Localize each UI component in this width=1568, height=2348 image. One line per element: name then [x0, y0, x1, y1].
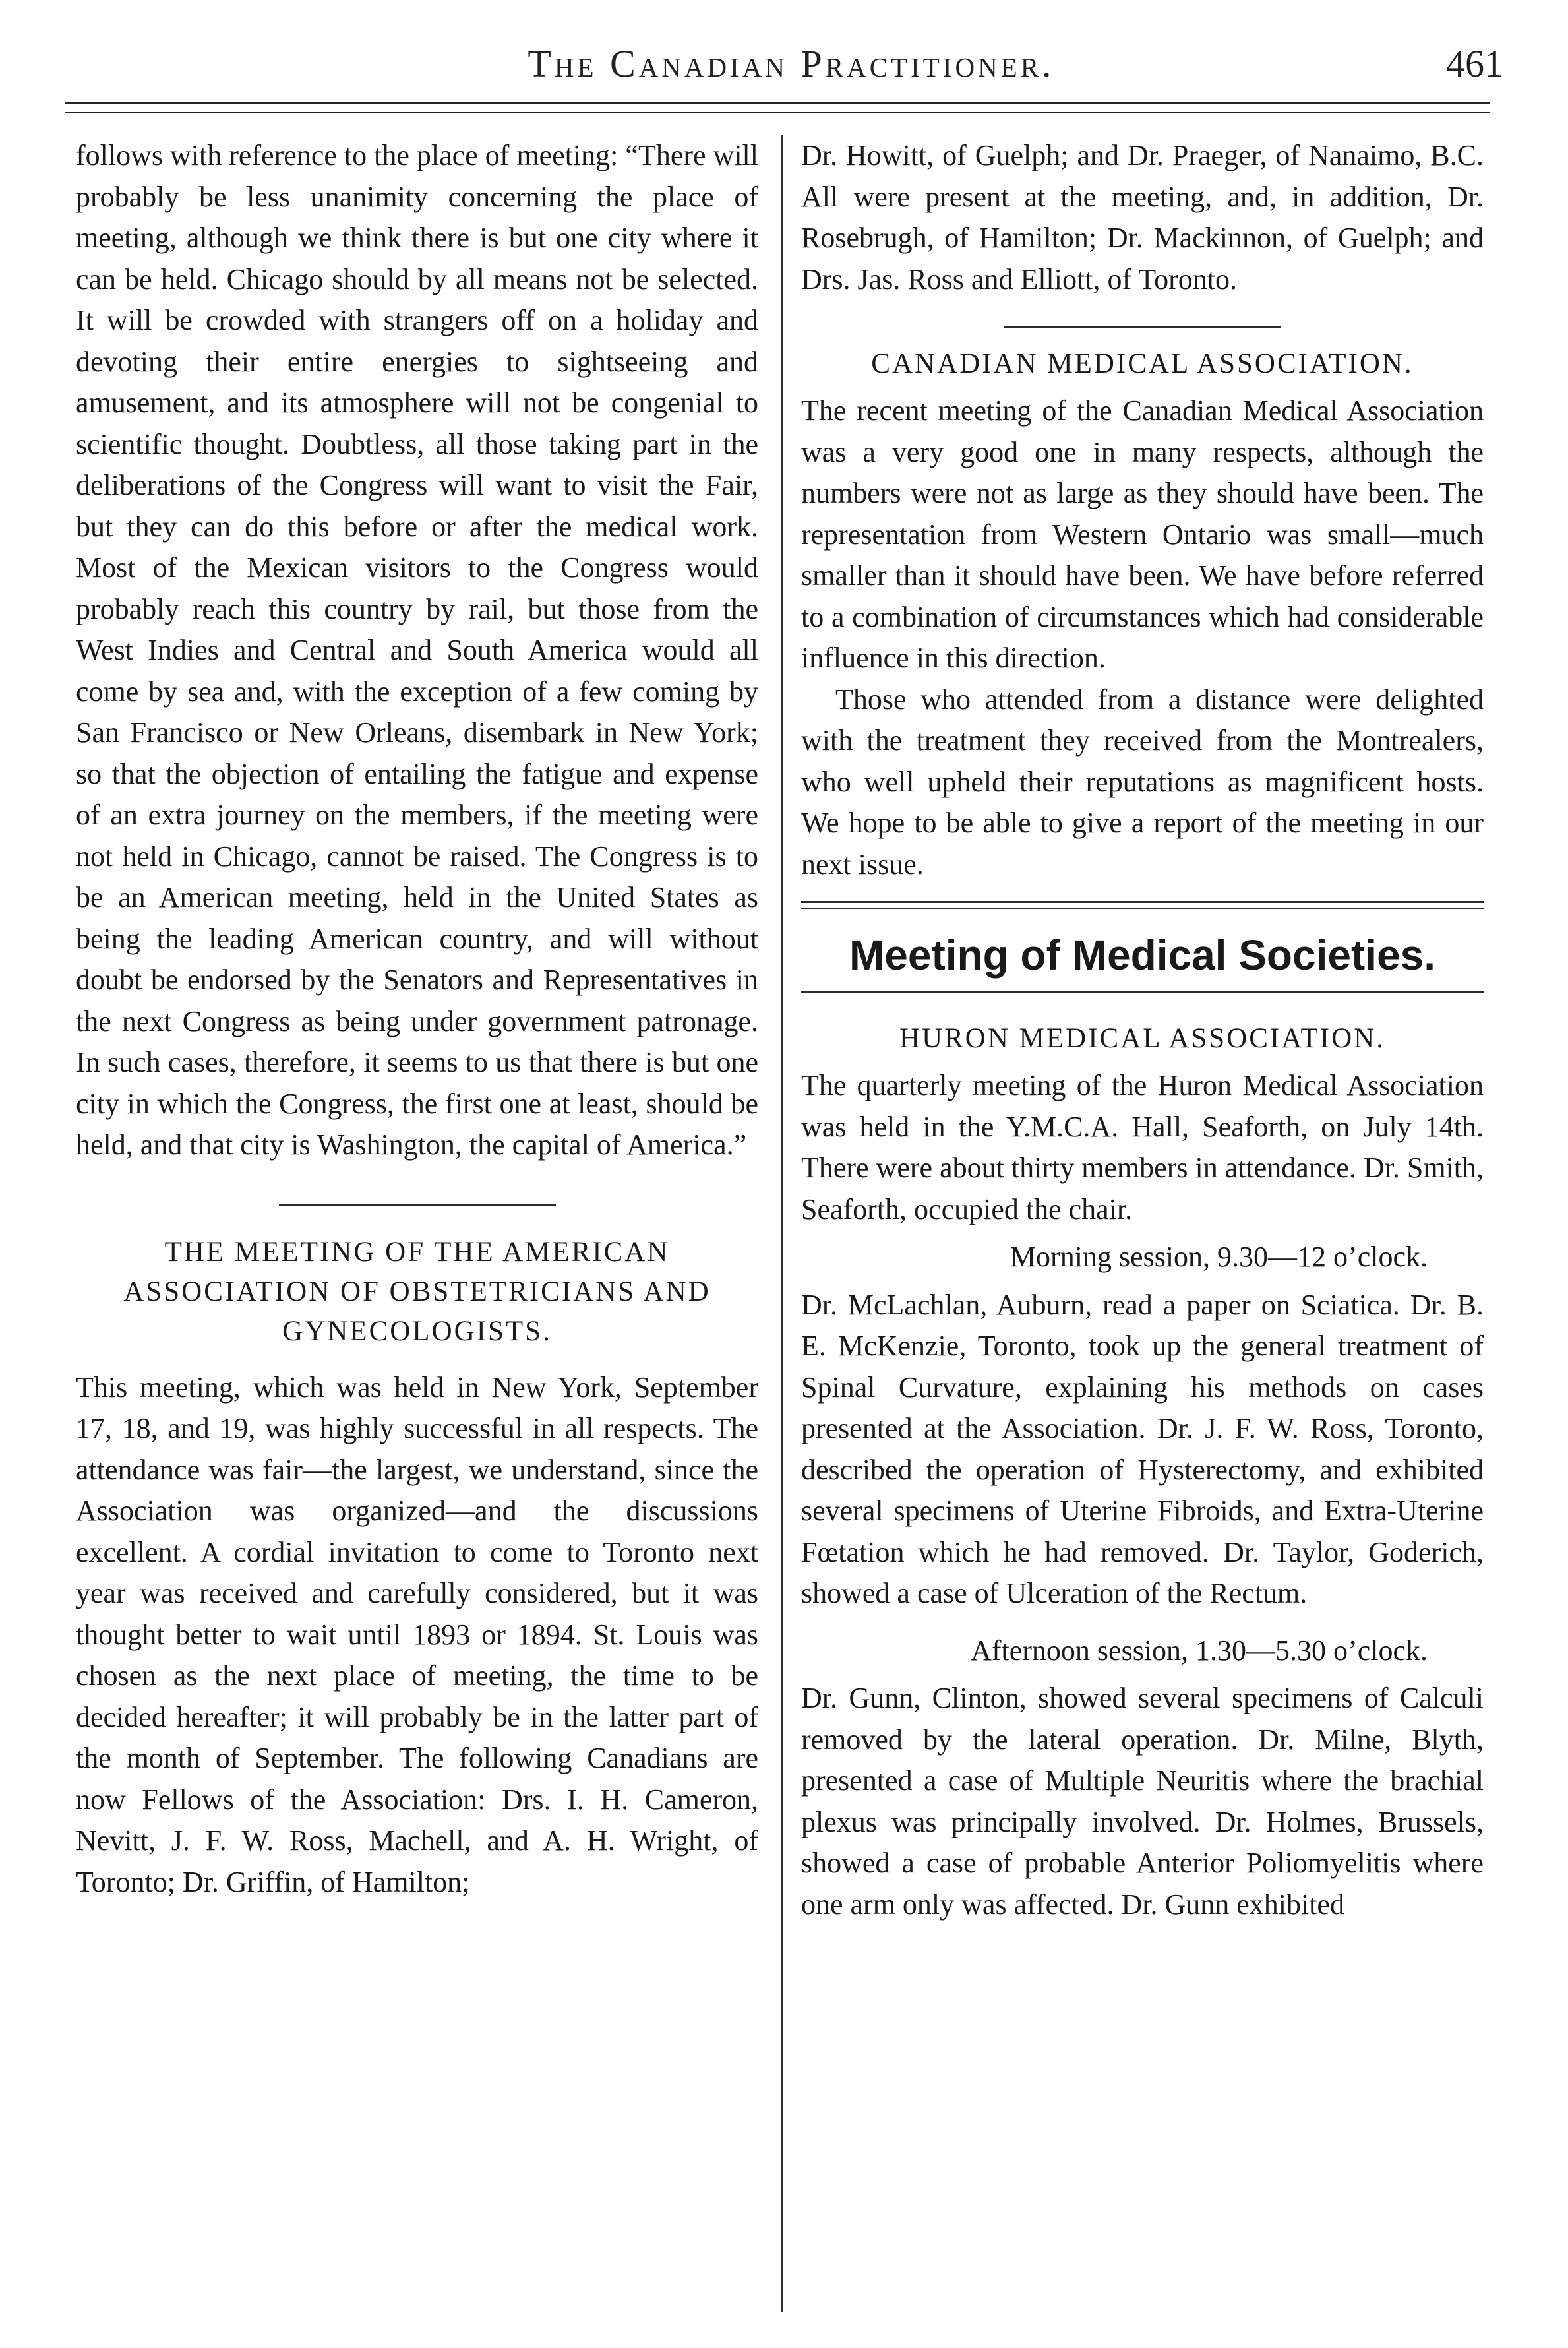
- congress-location-paragraph: follows with reference to the place of meeting: “There will probably be less unanimity concerning the place of meeting, although we think there is but one city where it can be held. Chicago should by all means not be selected. It will be crowded with strangers off on a holiday and devoting their entire energies to sightseeing and amusement, and its atmosphere will not be congenial to scientific thought. Doubtless, all those taking part in the deliberations of the Congress will want to visit the Fair, but they can do this before or after the medical work. Most of the Mexican visitors to the Congress would probably reach this country by rail, but those from the West Indies and Central and South America would all come by sea and, with the exception of a few coming by San Francisco or New Orleans, disembark in New York; so that the objection of entailing the fatigue and expense of an extra journey on the members, if the meeting were not held in Chicago, cannot be raised. The Congress is to be an American meeting, held in the United States as being the leading American country, and will without doubt be endorsed by the Senators and Representatives in the next Congress as being under government patronage. In such cases, therefore, it seems to us that there is but one city in which the Congress, the first one at least, should be held, and that city is Washington, the capital of America.”: [76, 139, 758, 1161]
- running-head: [79, 36, 1503, 96]
- morning-session-paragraph: Dr. McLachlan, Auburn, read a paper on Sciatica. Dr. B. E. McKenzie, Toronto, took up the general treatment of Spinal Curvature, explaining his methods on cases presented at the Association. Dr. J. F. W. Ross, Toronto, described the operation of Hysterectomy, and exhibited several specimens of Uterine Fibroids, and Extra-Uterine Fœtation which he had removed. Dr. Taylor, Goderich, showed a case of Ulceration of the Rectum.: [801, 1288, 1484, 1609]
- header-rule-top: [65, 102, 1490, 104]
- cma-paragraph-montreal-hosts: Those who attended from a distance were delighted with the treatment they received from the Montrealers, who well upheld their reputations as magnificent hosts. We hope to be able to give a report of the meeting in our next issue.: [801, 683, 1484, 880]
- right-column: [801, 135, 1484, 2332]
- afternoon-session-paragraph: Dr. Gunn, Clinton, showed several specimens of Calculi removed by the lateral operation. Dr. Milne, Blyth, presented a case of Multiple Neuritis where the brachial plexus was principally involved. Dr. Holmes, Brussels, showed a case of probable Anterior Poliomyelitis where one arm only was affected. Dr. Gunn exhibited: [801, 1682, 1484, 1921]
- huron-intro-paragraph: The quarterly meeting of the Huron Medical Association was held in the Y.M.C.A. Hall, Seaforth, on July 14th. There were about thirty members in attendance. Dr. Smith, Seaforth, occupied the chair.: [801, 1069, 1484, 1225]
- fellows-continuation-paragraph: Dr. Howitt, of Guelph; and Dr. Praeger, of Nanaimo, B.C. All were present at the meeting, and, in addition, Dr. Rosebrugh, of Hamilton; Dr. Mackinnon, of Guelph; and Drs. Jas. Ross and Elliott, of Toronto.: [801, 139, 1484, 295]
- huron-section-heading: HURON MEDICAL ASSOCIATION.: [899, 1023, 1385, 1054]
- obstetricians-meeting-paragraph: This meeting, which was held in New York, September 17, 18, and 19, was highly successful in all respects. The attendance was fair—the largest, we understand, since the Association was organized—and the discussions excellent. A cordial invitation to come to Toronto next year was received and carefully considered, but it was thought better to wait until 1893 or 1894. St. Louis was chosen as the next place of meeting, the time to be decided hereafter; it will probably be in the latter part of the month of September. The following Canadians are now Fellows of the Association: Drs. I. H. Cameron, Nevitt, J. F. W. Ross, Machell, and A. H. Wright, of Toronto; Dr. Griffin, of Hamilton;: [76, 1371, 758, 1898]
- column-divider: [781, 135, 783, 2312]
- cma-section-heading: CANADIAN MEDICAL ASSOCIATION.: [871, 348, 1414, 379]
- major-section-divider: [801, 901, 1484, 910]
- cma-paragraph-representation: The recent meeting of the Canadian Medical Association was a very good one in many respects, although the numbers were not as large as they should have been. The representation from Western Ontario was small—much smaller than it should have been. We have before referred to a combination of circumstances which had considerable influence in this direction.: [801, 394, 1484, 674]
- header-double-rule: [65, 102, 1490, 117]
- morning-session-label: Morning session, 9.30—12 o’clock.: [1010, 1241, 1428, 1273]
- journal-title: The Canadian Practitioner.: [528, 42, 1055, 85]
- left-column: [76, 135, 758, 2332]
- medical-societies-heading: Meeting of Medical Societies.: [849, 931, 1436, 979]
- afternoon-session-label: Afternoon session, 1.30—5.30 o’clock.: [971, 1634, 1428, 1667]
- obstetricians-section-heading: THE MEETING OF THE AMERICAN ASSOCIATION OF OBSTETRICIANS AND GYNECOLOGISTS.: [123, 1236, 711, 1347]
- header-rule-bottom: [65, 112, 1490, 113]
- page-number: 461: [1446, 42, 1503, 85]
